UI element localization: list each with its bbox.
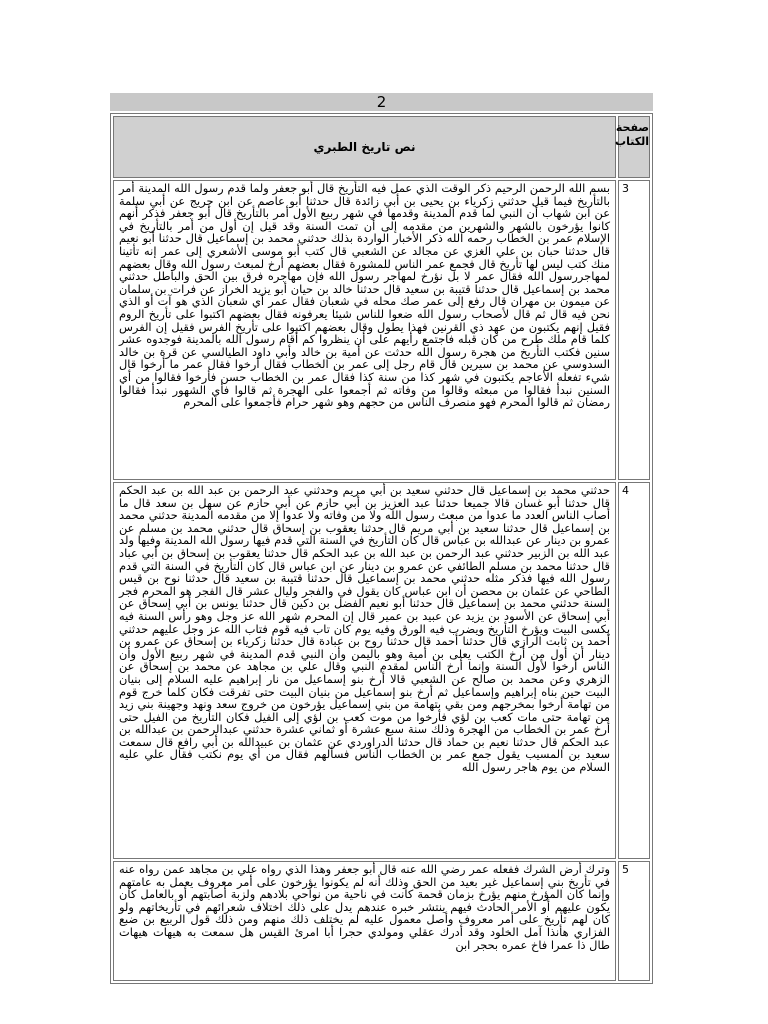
page-number-bar	[110, 93, 653, 111]
book-page-number: 5	[618, 861, 650, 981]
book-page-number: 4	[618, 482, 650, 859]
passage-text: بسم الله الرحمن الرحيم ذكر الوقت الذي عمل فيه التأريخ قال أبو جعفر ولما قدم رسول الله المدينة أمر بالتأريخ فيما قيل حدثني زكرياء بن يحيى بن أبي زائدة قال حدثنا أبو عاصم عن ابن جريج عن أبي سلمة عن ابن شهاب أن النبي لما قدم المدينة وقدمها في شهر ربيع الأول أمر بالتأريخ قال أبو جعفر فذكر أنهم كانوا يؤرخون بالشهر والشهرين من مقدمه إلى أن تمت السنة وقد قيل إن أول من أمر بالتأريخ في الإسلام عمر بن الخطاب رحمه الله ذكر الأخبار الواردة بذلك حدثني محمد بن إسماعيل قال حدثنا أبو نعيم قال حدثنا حبان بن علي الغزي عن مجالد عن الشعبي قال كتب أبو موسى الأشعري إلى عمر إنه تأتينا منك كتب ليس لها تأريخ قال فجمع عمر الناس للمشورة فقال بعضهم أرخ لمبعث رسول الله وقال بعضهم لمهاجررسول الله فقال عمر لا بل نؤرخ لمهاجر رسول الله فإن مهاجره فرق بين الحق والباطل حدثني محمد بن إسماعيل قال حدثنا قتيبة بن سعيد قال حدثنا خالد بن حيان أبو يزيد الخراز عن فرات بن سلمان عن ميمون بن مهران قال رفع إلى عمر صك محله في شعبان فقال عمر أي شعبان الذي هو آت أو الذي نحن فيه قال ثم قال لأصحاب رسول الله ضعوا للناس شيئا يعرفونه فقال بعضهم اكتبوا على تأريخ الروم فقيل إنهم يكتبون من عهد ذي القرنين فهذا يطول وقال بعضهم اكتبوا على تأريخ الفرس فقيل إن الفرس كلما قام ملك طرح من كان قبله فاجتمع رأيهم على أن ينظروا كم أقام رسول الله بالمدينة فوجدوه عشر سنين فكتب التأريخ من هجرة رسول الله حدثت عن أمية بن خالد وأبي داود الطيالسي عن قرة بن خالد السدوسي عن محمد بن سيرين قال قام رجل إلى عمر بن الخطاب فقال أرخوا فقال عمر ما أرخوا قال شيء تفعله الأعاجم يكتبون في شهر كذا من سنة كذا فقال عمر بن الخطاب حسن فأرخوا فقالوا من أي السنين نبدأ فقالوا من مبعثه وقالوا من وفاته ثم أجمعوا على الهجرة ثم قالوا فأي الشهور نبدأ فقالوا رمضان ثم قالوا المحرم فهو منصرف الناس من حجهم وهو شهر حرام فأجمعوا على المحرم	[119, 181, 610, 410]
page-column-header: صفحة الكتاب	[618, 116, 650, 178]
text-cell	[113, 180, 616, 480]
history-text-table	[110, 113, 653, 984]
table-row	[113, 861, 650, 981]
text-column-header: نص تاريخ الطبري	[113, 116, 616, 178]
table-row	[113, 180, 650, 480]
passage-text: وترك أرض الشرك ففعله عمر رضي الله عنه قال أبو جعفر وهذا الذي رواه علي بن مجاهد عمن رواه عنه في تأريخ بني إسماعيل غير بعيد من الحق وذلك أنه لم يكونوا يؤرخون على أمر معروف يعمل به عامتهم وإنما كان المؤرخ منهم يؤرخ بزمان قحمة كانت في ناحية من نواحي بلادهم ولزبة أصابتهم أو بالعامل كان يكون عليهم أو الأمر الحادث فيهم ينتشر خبره عندهم يدل على ذلك اختلاف شعرائهم في تأريخاتهم ولو كان لهم تأريخ على أمر معروف وأصل معمول عليه لم يختلف ذلك منهم ومن ذلك قول الربيع بن ضبع الفزاري هأنذا آمل الخلود وقد أدرك عقلي ومولدي حجرا أبا امرئ القيس هل سمعت به هيهات هيهات طال ذا عمرا فاخ عمره بحجر ابن	[119, 862, 610, 952]
book-page-number: 3	[618, 180, 650, 480]
table-header-row	[113, 116, 650, 178]
passage-text: حدثني محمد بن إسماعيل قال حدثني سعيد بن أبي مريم وحدثني عبد الرحمن بن عبد الله بن عبد الحكم قال حدثنا أبو غسان قالا جميعا حدثنا عبد العزيز بن أبي حازم عن أبي حازم عن سهل بن سعد قال ما أصاب الناس العدد ما عدوا من مبعث رسول الله ولا من وفاته ولا عدوا إلا من مقدمه المدينة حدثني محمد بن إسماعيل قال حدثنا سعيد بن أبي مريم قال حدثنا يعقوب بن إسحاق قال حدثني محمد بن مسلم عن عمرو بن دينار عن عبدالله بن عباس قال كان التأريخ في السنة التي قدم فيها رسول الله المدينة وفيها ولد عبد الله بن الزبير حدثني عبد الرحمن بن عبد الله بن عبد الحكم قال حدثنا يعقوب بن إسحاق بن أبي عباد قال حدثنا محمد بن مسلم الطائفي عن عمرو بن دينار عن ابن عباس قال كان التأريخ في السنة التي قدم رسول الله فيها فذكر مثله حدثني محمد بن إسماعيل قال حدثنا قتيبة بن سعيد قال حدثنا نوح بن قيس الطاحي عن عثمان بن محصن أن ابن عباس كان يقول في والفجر وليال عشر قال الفجر هو المحرم فجر السنة حدثني محمد بن إسماعيل قال حدثنا أبو نعيم الفضل بن دكين قال حدثنا يونس بن أبي إسحاق عن أبي إسحاق عن الأسود بن يزيد عن عبيد بن عمير قال إن المحرم شهر الله عز وجل وهو رأس السنة فيه يكسى البيت ويؤرخ التأريخ ويضرب فيه الورق وفيه يوم كان تاب فيه قوم فتاب الله عز وجل عليهم حدثني أحمد بن ثابت الرازي قال حدثنا أحمد قال حدثنا روح بن عبادة قال حدثنا زكرياء بن إسحاق عن عمرو بن دينار أن أول من أرخ الكتب يعلى بن أمية وهو باليمن وأن النبي قدم المدينة في شهر ربيع الأول وأن الناس أرخوا لأول السنة وإنما أرخ الناس لمقدم النبي وقال علي بن مجاهد عن محمد بن إسحاق عن الزهري وعن محمد بن صالح عن الشعبي قالا أرخ بنو إسماعيل من نار إبراهيم عليه السلام إلى بنيان البيت حين بناه إبراهيم وإسماعيل ثم أرخ بنو إسماعيل من بنيان البيت حتى تفرقت فكان كلما خرج قوم من تهامة أرخوا بمخرجهم ومن بقي بتهامة من بني إسماعيل يؤرخون من خروج سعد ونهد وجهينة بني زيد من تهامة حتى مات كعب بن لؤي فأرخوا من موت كعب بن لؤي إلى الفيل فكان التأريخ من الفيل حتى أرخ عمر بن الخطاب من الهجرة وذلك سنة سبع عشرة أو ثماني عشرة حدثني عبدالرحمن بن عبدالله بن عبد الحكم قال حدثنا نعيم بن حماد قال حدثنا الدراوردي عن عثمان بن عبيدالله بن أبي رافع قال سمعت سعيد بن المسيب يقول جمع عمر بن الخطاب الناس فسألهم فقال من أي يوم نكتب فقال علي عليه السلام من يوم هاجر رسول الله	[119, 483, 610, 775]
text-cell	[113, 861, 616, 981]
table-row	[113, 482, 650, 859]
page-number: 2	[376, 93, 387, 111]
text-cell	[113, 482, 616, 859]
